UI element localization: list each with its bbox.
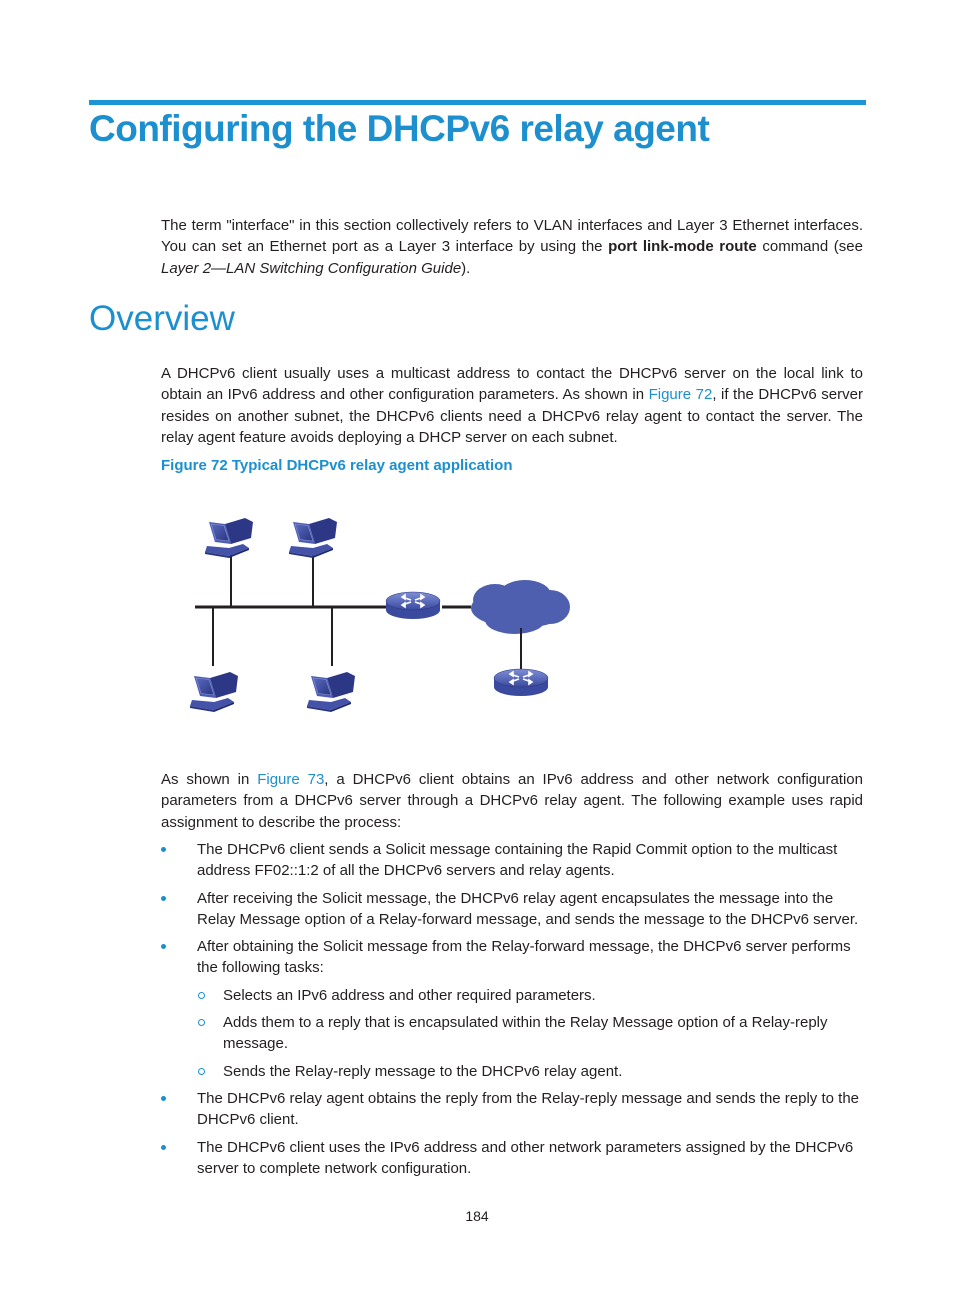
process-list <box>161 839 863 1185</box>
cloud-icon <box>471 580 570 634</box>
intro-paragraph <box>161 215 863 279</box>
overview-p2-text: As shown in <box>161 771 258 788</box>
router-icon <box>494 669 548 696</box>
overview-p1-rest: , if the DHCPv6 server resides on another subnet, the DHCPv6 clients need a DHCPv6 relay agent to contact the server. The relay agent feature avoids deploying a DHCP server on each subnet. <box>161 386 863 446</box>
overview-paragraph-1 <box>161 363 863 448</box>
sub-list-item: Adds them to a reply that is encapsulated within the Relay Message option of a Relay-reply message. <box>197 1012 863 1055</box>
intro-text-2: command (see <box>756 238 863 256</box>
figure-72-link[interactable]: Figure 72 <box>648 386 713 404</box>
pc-icon <box>205 518 253 558</box>
list-item: The DHCPv6 client sends a Solicit message containing the Rapid Commit option to the multicast address FF02::1:2 of all the DHCPv6 servers and relay agents. <box>161 839 863 882</box>
router-icon <box>386 592 440 619</box>
list-item: The DHCPv6 relay agent obtains the reply from the Relay-reply message and sends the reply to the DHCPv6 client. <box>161 1088 863 1131</box>
list-item <box>161 936 863 1082</box>
chapter-top-rule <box>89 100 866 105</box>
list-item-text: After obtaining the Solicit message from the Relay-forward message, the DHCPv6 server performs the following tasks: <box>197 938 851 977</box>
overview-paragraph-2 <box>161 769 863 833</box>
sub-list-item: Selects an IPv6 address and other required parameters. <box>197 985 863 1006</box>
pc-icon <box>307 672 355 712</box>
figure-caption: Figure 72 Typical DHCPv6 relay agent application <box>161 457 513 474</box>
intro-text-3: ). <box>461 259 471 277</box>
sub-list-item: Sends the Relay-reply message to the DHCPv6 relay agent. <box>197 1061 863 1082</box>
list-item: After receiving the Solicit message, the DHCPv6 relay agent encapsulates the message into the Relay Message option of a Relay-forward message, and sends the message to the DHCPv6 server. <box>161 888 863 931</box>
intro-guide: Layer 2—LAN Switching Configuration Guide <box>161 259 462 277</box>
pc-icon <box>289 518 337 558</box>
server-task-list <box>197 985 863 1082</box>
section-title-overview: Overview <box>89 299 235 338</box>
page-number: 184 <box>465 1208 489 1224</box>
pc-icon <box>190 672 238 712</box>
overview-p1-text: A DHCPv6 client usually uses a multicast address to contact the DHCPv6 server on the local link to obtain an IPv6 address and other configuration parameters. As shown in <box>161 365 863 404</box>
figure-73-link[interactable]: Figure 73 <box>257 771 325 788</box>
chapter-title: Configuring the DHCPv6 relay agent <box>89 108 710 149</box>
intro-text-1: The term "interface" in this section collectively refers to VLAN interfaces and Layer 3 Ethernet interfaces. You can set an Ethernet port as a Layer 3 interface by using the <box>161 217 863 256</box>
list-item: The DHCPv6 client uses the IPv6 address and other network parameters assigned by the DHCPv6 server to complete network configuration. <box>161 1137 863 1180</box>
intro-command: port link-mode route <box>608 238 757 256</box>
overview-p2-rest: , a DHCPv6 client obtains an IPv6 address and other network configuration parameters from a DHCPv6 server through a DHCPv6 relay agent. The following example uses rapid assignment to describe the process: <box>161 771 863 831</box>
network-diagram <box>185 500 585 720</box>
